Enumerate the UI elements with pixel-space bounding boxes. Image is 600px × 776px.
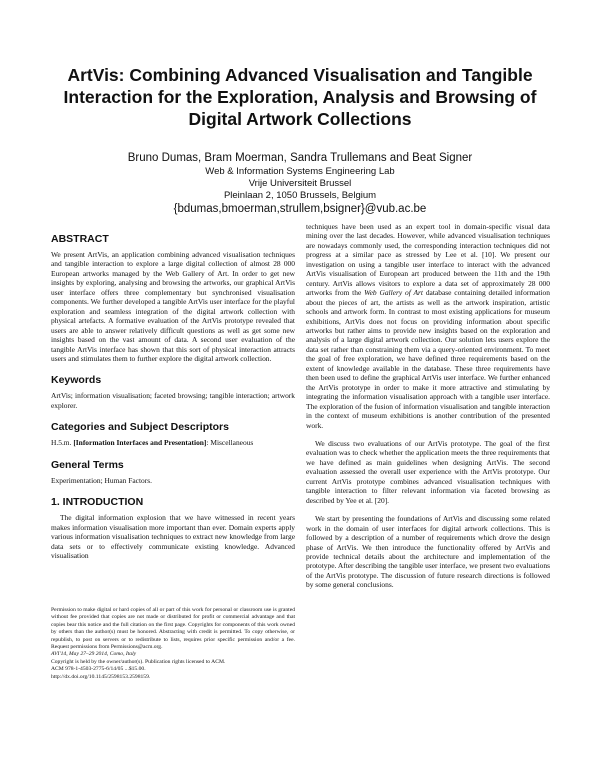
author-block	[40, 150, 560, 217]
right-paragraph-1	[306, 222, 550, 430]
web-gallery-italic: Web Gallery of Art	[364, 288, 423, 298]
general-terms-heading: General Terms	[51, 458, 124, 471]
left-column	[51, 233, 295, 561]
categories-code: H.5.m.	[51, 438, 72, 448]
copyright-line: Copyright is held by the owner/author(s). Publication rights licensed to ACM.	[51, 658, 226, 665]
author-lab: Web & Information Systems Engineering Lab	[205, 166, 395, 177]
keywords-text: ArtVis; information visualisation; faceted browsing; tangible interaction; artwork explorer.	[51, 391, 295, 410]
abstract-heading: ABSTRACT	[51, 233, 109, 245]
isbn-line: ACM 978-1-4503-2775-6/14/05 ...$15.00.	[51, 666, 146, 673]
categories-heading: Categories and Subject Descriptors	[51, 421, 229, 434]
author-email: {bdumas,bmoerman,strullem,bsigner}@vub.ac.be	[173, 203, 427, 215]
author-address: Pleinlaan 2, 1050 Brussels, Belgium	[223, 190, 377, 201]
categories-rest: : Miscellaneous	[206, 438, 254, 448]
categories-descriptor: [Information Interfaces and Presentation]	[73, 438, 207, 448]
right-column	[306, 222, 550, 590]
conference-info: AVI'14, May 27–29 2014, Como, Italy	[51, 651, 137, 658]
right-p1-part-a: techniques have been used as an expert tool in domain-specific visual data mining over the last decades. However, while advanced visualisation techniques are nowadays commonly used, the corresponding interaction techniques did not progress at a similar pace as stressed by Lee et al. [10]. We present our investigation on using a tangible user interface to interact with the advanced ArtVis visualisation of European art produced between the 11th and the 19th century. ArtVis allows visitors to explore a data set of approximately 28 000 artworks from the	[306, 222, 550, 298]
general-terms-text: Experimentation; Human Factors.	[51, 475, 153, 485]
right-paragraph-3: We start by presenting the foundations of ArtVis and discussing some related work in the domain of user interfaces for digital artwork collections. This is followed by a description of a number of requirements which drove the design phase of ArtVis. We then introduce the functionality offered by ArtVis and provide technical details about the architecture and implementation of the prototype. After describing the tangible user interface, we present two evaluations of the ArtVis prototype. The discussion of future research directions is followed by some general conclusions.	[306, 514, 550, 590]
keywords-heading: Keywords	[51, 374, 102, 387]
categories-text	[51, 438, 295, 447]
right-paragraph-2: We discuss two evaluations of our ArtVis prototype. The goal of the first evaluation was to check whether the application meets the three requirements that we have defined as main guidelines when designing ArtVis. The second evaluation assessed the overall user experience with the ArtVis prototype. Our current ArtVis prototype combines advanced visualisation techniques with tangible interaction to filter relevant information via faceted browsing as described by Yee et al. [20].	[306, 438, 550, 505]
introduction-heading: 1. INTRODUCTION	[51, 496, 144, 509]
introduction-paragraph: The digital information explosion that we have witnessed in recent years makes information visualisation more important than ever. Domain experts apply various information visualisation techniques to extract new knowledge from large data sets or to effectively communicate existing knowledge. Advanced visualisation	[51, 513, 295, 561]
abstract-text: We present ArtVis, an application combining advanced visualisation techniques and tangible interaction to explore a large digital collection of almost 28 000 European artworks managed by the Web Gallery of Art. In order to get new insights by exploring, analysing and browsing the artworks, our graphical ArtVis user interface offers three complementary but synchronised visualisation components. We further developed a tangible ArtVis user interface for the playful exploration and seamless integration of the digital artwork collection with physical artefacts. A formative evaluation of the ArtVis prototype revealed that users are able to answer relatively difficult questions as well as get some new insights based on the vast amount of data. A second user evaluation of the tangible ArtVis interface has shown that this sort of physical interaction attracts users and stimulates them to further explore the digital artwork collection.	[51, 250, 295, 363]
permission-notice: Permission to make digital or hard copies of all or part of this work for personal or classroom use is granted without fee provided that copies are not made or distributed for profit or commercial advantage and that copies bear this notice and the full citation on the first page. Copyrights for components of this work owned by others than the author(s) must be honored. Abstracting with credit is permitted. To copy otherwise, or republish, to post on servers or to redistribute to lists, requires prior specific permission and/or a fee. Request permissions from Permissions@acm.org.	[51, 607, 295, 651]
right-p1-part-b: database containing detailed information about the pieces of art, the artists as well as the artwork inspiration, artistic schools and artwork form. In contrast to most existing applications for museum exhibitions, ArtVis does not focus on providing information about specific artworks but rather aims to provide new insights based on the exploration and analysis of a large digital artwork collection. Our solution lets users explore the data set rather than constraining them via a query-oriented environment. To meet the goal of free exploration, we have defined three requirements based on the extent of knowledge available in the database. These three requirements have then been used to define the graphical ArtVis user interface. We further enhanced the ArtVis prototype in order to make it more attractive and stimulating by integrating the information visualisation approach with a tangible user interface. The exploration of the fusion of information visualisation and tangible interaction in the context of museum exhibitions is another contribution of the presented work.	[306, 288, 550, 430]
author-names: Bruno Dumas, Bram Moerman, Sandra Trullemans and Beat Signer	[127, 152, 473, 164]
doi-line: http://dx.doi.org/10.1145/2598153.2598159.	[51, 673, 151, 680]
copyright-footnote	[51, 607, 295, 681]
author-university: Vrije Universiteit Brussel	[248, 178, 352, 189]
paper-title: ArtVis: Combining Advanced Visualisation and Tangible Interaction for the Exploration, Analysis and Browsing of Digital Artwork Collections	[63, 65, 537, 129]
